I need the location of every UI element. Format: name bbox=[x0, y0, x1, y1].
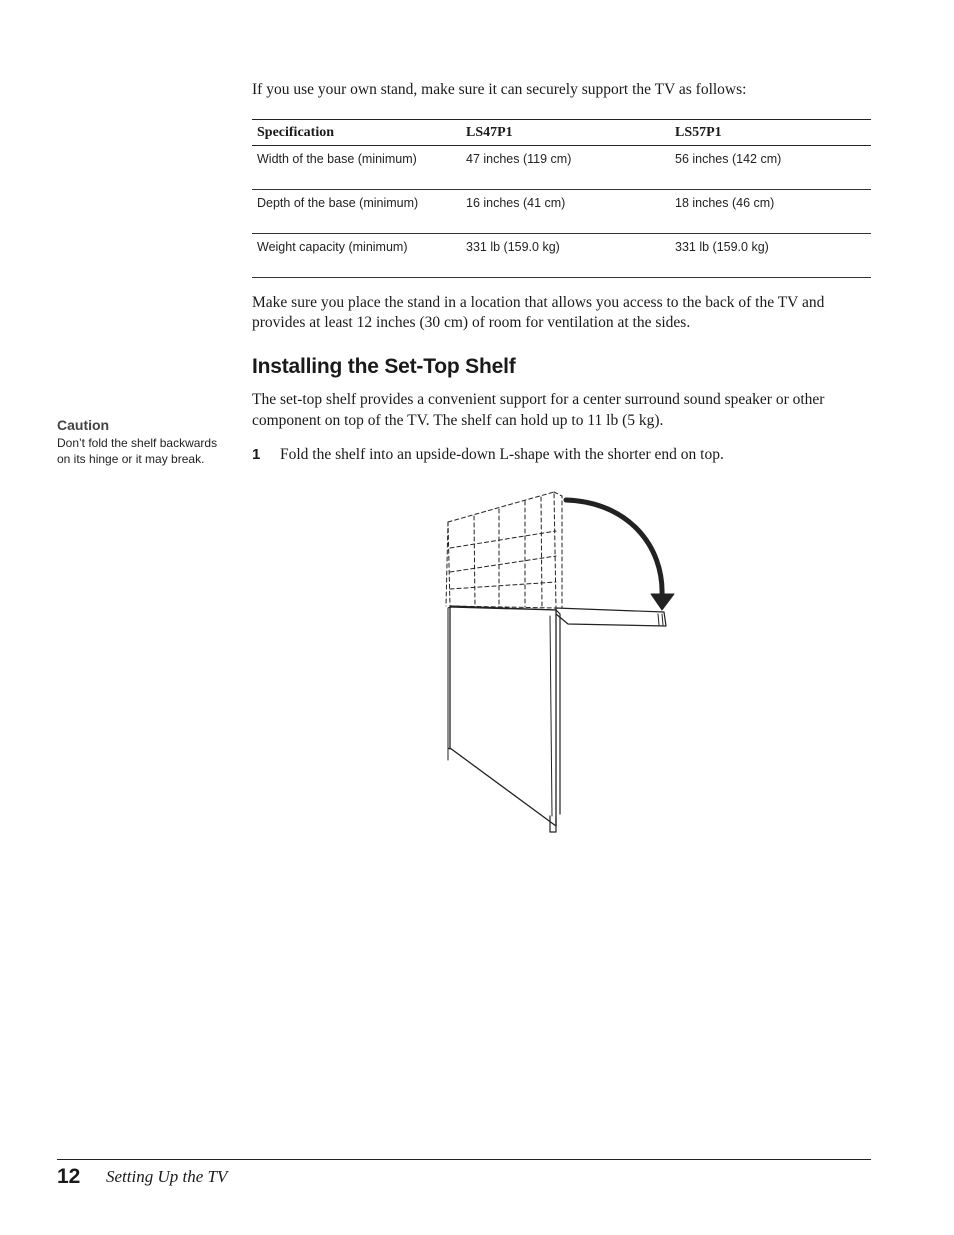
caution-text: Don’t fold the shelf backwards on its hinge or it may break. bbox=[57, 436, 218, 466]
table-row bbox=[252, 190, 871, 234]
table-cell: Weight capacity (minimum) bbox=[252, 234, 461, 278]
table-header-cell: LS57P1 bbox=[670, 120, 871, 146]
table-cell: 331 lb (159.0 kg) bbox=[461, 234, 670, 278]
table-cell: 16 inches (41 cm) bbox=[461, 190, 670, 234]
table-header-cell: LS47P1 bbox=[461, 120, 670, 146]
step-text: Fold the shelf into an upside-down L-shape with the shorter end on top. bbox=[280, 446, 724, 463]
shelf-arm bbox=[556, 608, 666, 626]
placement-paragraph: Make sure you place the stand in a location that allows you access to the back of the TV and provides at least 12 inches (30 cm) of room for ventilation at the sides. bbox=[252, 294, 825, 331]
table-cell: 47 inches (119 cm) bbox=[461, 146, 670, 190]
spec-table bbox=[252, 119, 871, 278]
step-number: 1 bbox=[252, 446, 261, 463]
caution-note bbox=[57, 417, 229, 467]
table-cell: 331 lb (159.0 kg) bbox=[670, 234, 871, 278]
table-cell: Width of the base (minimum) bbox=[252, 146, 461, 190]
table-cell: Depth of the base (minimum) bbox=[252, 190, 461, 234]
table-cell: 18 inches (46 cm) bbox=[670, 190, 871, 234]
intro-text: If you use your own stand, make sure it can securely support the TV as follows: bbox=[252, 81, 747, 98]
shelf-fold-illustration bbox=[438, 486, 678, 836]
table-header-row bbox=[252, 120, 871, 146]
footer-title: Setting Up the TV bbox=[106, 1167, 228, 1186]
table-row bbox=[252, 146, 871, 190]
fold-arrow-head bbox=[651, 594, 674, 610]
shelf-dashed-panel bbox=[446, 492, 562, 610]
table-header-cell: Specification bbox=[252, 120, 461, 146]
step-item bbox=[252, 445, 872, 465]
fold-arrow bbox=[566, 500, 662, 596]
section-heading: Installing the Set-Top Shelf bbox=[252, 355, 516, 378]
page-number: 12 bbox=[57, 1165, 81, 1188]
table-row bbox=[252, 234, 871, 278]
shelf-main-panel bbox=[450, 607, 556, 826]
section-paragraph: The set-top shelf provides a convenient support for a center surround sound speaker or other component on top of the TV. The shelf can hold up to 11 lb (5 kg). bbox=[252, 391, 825, 429]
table-cell: 56 inches (142 cm) bbox=[670, 146, 871, 190]
caution-title: Caution bbox=[57, 417, 110, 433]
footer-divider bbox=[57, 1159, 871, 1160]
